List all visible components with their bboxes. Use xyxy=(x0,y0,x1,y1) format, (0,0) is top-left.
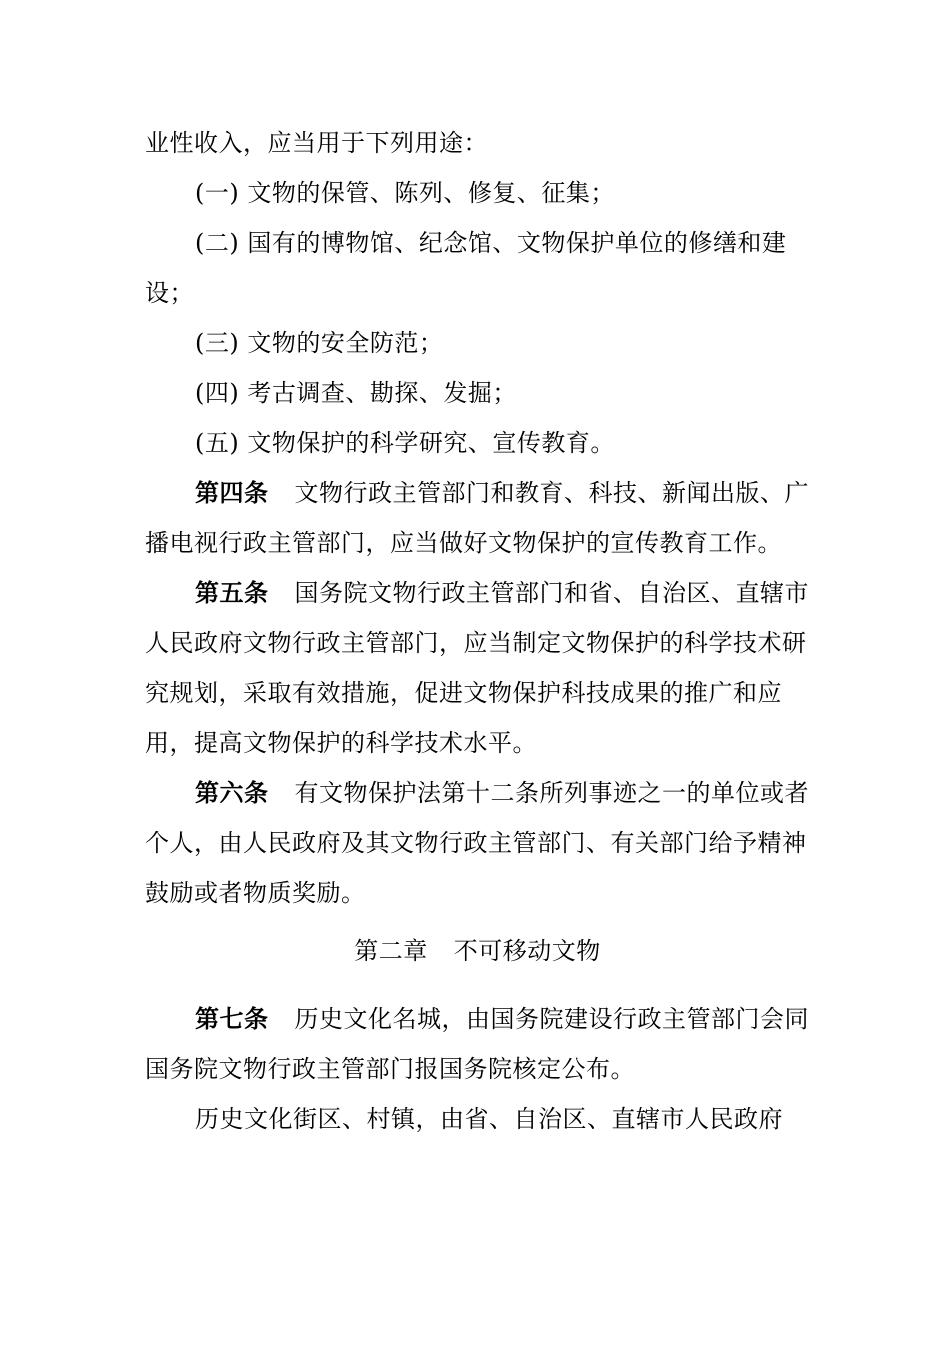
chapter-number: 第二章 xyxy=(354,937,428,965)
article-6 xyxy=(145,768,810,918)
list-item-5: (五) 文物保护的科学研究、宣传教育。 xyxy=(195,429,615,457)
article-7-text: 历史文化名城，由国务院建设行政主管部门会同国务院文物行政主管部门报国务院核定公布。 xyxy=(145,1005,809,1083)
article-4-text: 文物行政主管部门和教育、科技、新闻出版、广播电视行政主管部门，应当做好文物保护的宣传教育工作。 xyxy=(145,479,809,557)
article-5-heading: 第五条 xyxy=(195,578,269,607)
paragraph-income-usage: 业性收入，应当用于下列用途： xyxy=(145,129,488,157)
paragraph-historic-districts: 历史文化街区、村镇，由省、自治区、直辖市人民政府 xyxy=(195,1105,783,1133)
chapter-title: 不可移动文物 xyxy=(453,937,601,965)
article-7-heading: 第七条 xyxy=(195,1004,269,1033)
document-body xyxy=(145,118,810,1144)
article-4 xyxy=(145,468,810,568)
article-6-text: 有文物保护法第十二条所列事迹之一的单位或者个人，由人民政府及其文物行政主管部门、有关部门给予精神鼓励或者物质奖励。 xyxy=(145,779,809,907)
list-item-4: (四) 考古调查、勘探、发掘； xyxy=(195,379,517,407)
chapter-heading xyxy=(145,926,810,976)
list-item-1: (一) 文物的保管、陈列、修复、征集； xyxy=(195,179,615,207)
article-4-heading: 第四条 xyxy=(195,478,269,507)
article-6-heading: 第六条 xyxy=(195,778,269,807)
list-item-2: (二) 国有的博物馆、纪念馆、文物保护单位的修缮和建设； xyxy=(145,229,787,307)
article-7 xyxy=(145,994,810,1094)
article-5-text: 国务院文物行政主管部门和省、自治区、直辖市人民政府文物行政主管部门，应当制定文物保护的科学技术研究规划，采取有效措施，促进文物保护科技成果的推广和应用，提高文物保护的科学技术水平。 xyxy=(145,579,809,757)
article-5 xyxy=(145,568,810,768)
list-item-3: (三) 文物的安全防范； xyxy=(195,329,444,357)
